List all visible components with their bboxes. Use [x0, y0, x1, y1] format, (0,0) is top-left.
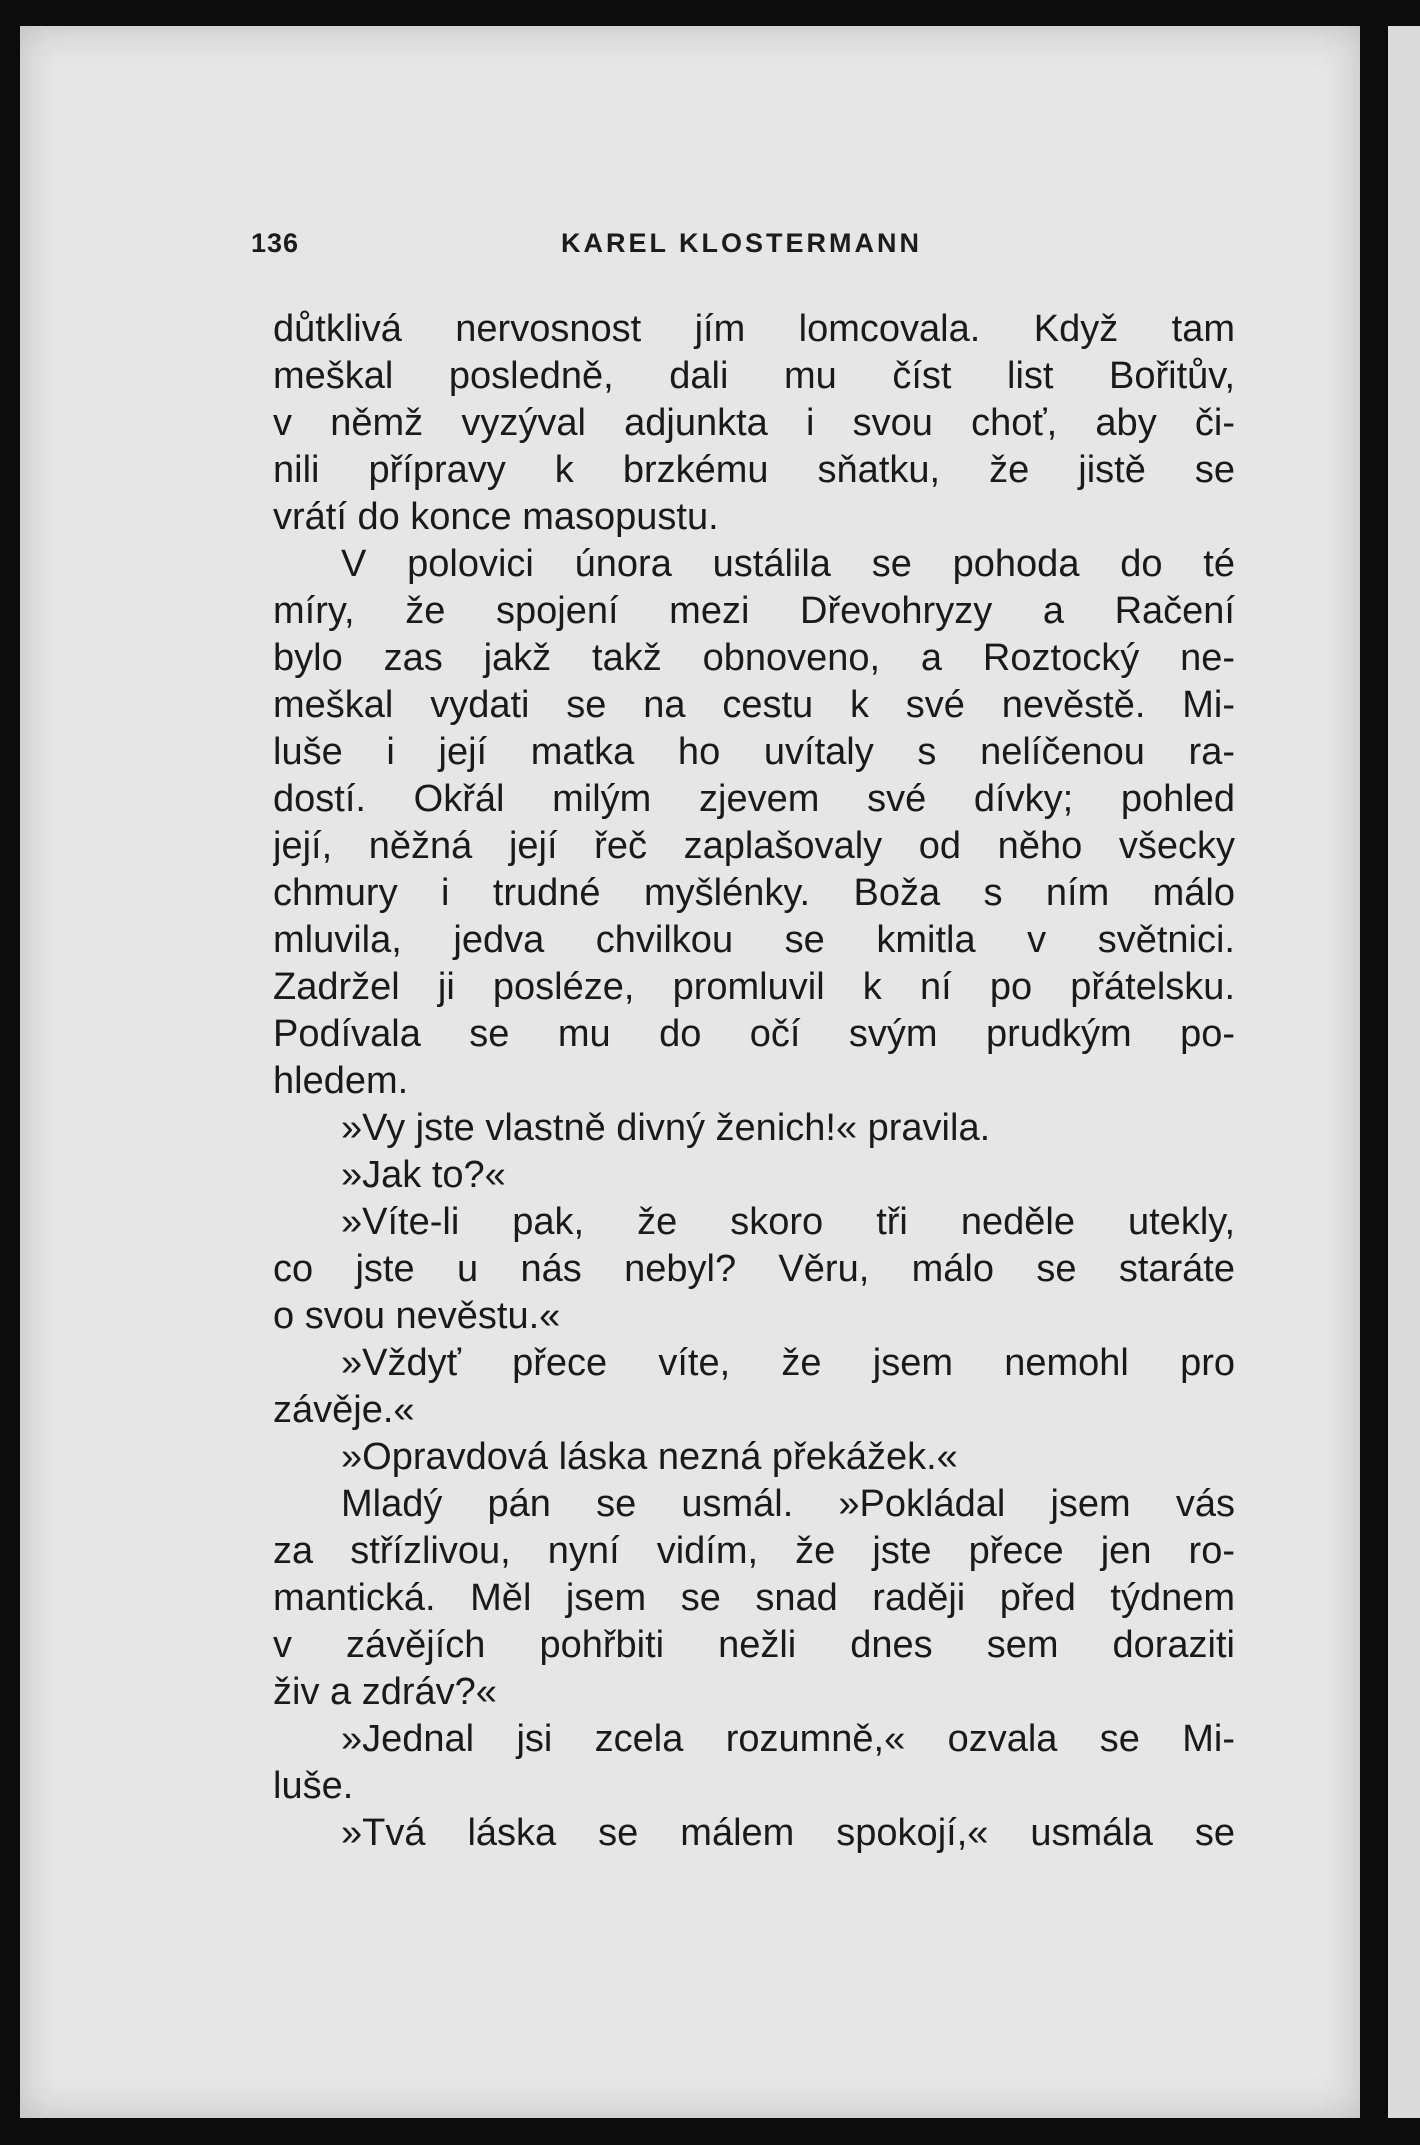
text-line: závěje.« — [273, 1389, 415, 1431]
text-line: meškal vydati se na cestu k své nevěstě. Mi- — [273, 684, 1235, 726]
text-line: živ a zdráv?« — [273, 1671, 497, 1713]
text-line: bylo zas jakž takž obnoveno, a Roztocký ne- — [273, 637, 1235, 679]
text-line: »Vy jste vlastně divný ženich!« pravila. — [341, 1107, 991, 1149]
text-line: »Opravdová láska nezná překážek.« — [341, 1436, 958, 1478]
text-line: V polovici února ustálila se pohoda do té — [341, 543, 1235, 585]
text-line: vrátí do konce masopustu. — [273, 496, 719, 538]
page-number: 136 — [251, 228, 300, 258]
text-line: její, něžná její řeč zaplašovaly od něho všecky — [273, 825, 1235, 867]
facing-page-edge — [1388, 26, 1420, 2118]
text-line: míry, že spojení mezi Dřevohryzy a Račení — [273, 590, 1235, 632]
text-line: nili přípravy k brzkému sňatku, že jistě se — [273, 449, 1235, 491]
text-line: meškal posledně, dali mu číst list Bořitův, — [273, 355, 1235, 397]
text-line: »Vždyť přece víte, že jsem nemohl pro — [341, 1342, 1235, 1384]
text-line: chmury i trudné myšlénky. Boža s ním málo — [273, 872, 1235, 914]
text-line: Mladý pán se usmál. »Pokládal jsem vás — [341, 1483, 1235, 1525]
text-line: »Jednal jsi zcela rozumně,« ozvala se Mi- — [341, 1718, 1235, 1760]
text-line: luše i její matka ho uvítaly s nelíčenou ra- — [273, 731, 1235, 773]
text-line: mantická. Měl jsem se snad raději před týdnem — [273, 1577, 1235, 1619]
text-line: důtklivá nervosnost jím lomcovala. Když tam — [273, 308, 1235, 350]
text-line: za střízlivou, nyní vidím, že jste přece jen ro- — [273, 1530, 1235, 1572]
text-line: Zadržel ji posléze, promluvil k ní po přátelsku. — [273, 966, 1235, 1008]
text-line: v závějích pohřbiti nežli dnes sem doraziti — [273, 1624, 1235, 1666]
text-line: »Víte-li pak, že skoro tři neděle utekly, — [341, 1201, 1235, 1243]
text-line: »Tvá láska se málem spokojí,« usmála se — [341, 1812, 1235, 1854]
page-header — [251, 222, 1236, 262]
text-line: hledem. — [273, 1060, 409, 1102]
text-line: co jste u nás nebyl? Věru, málo se staráte — [273, 1248, 1235, 1290]
text-line: Podívala se mu do očí svým prudkým po- — [273, 1013, 1235, 1055]
text-line: »Jak to?« — [341, 1154, 506, 1196]
text-line: mluvila, jedva chvilkou se kmitla v světnici. — [273, 919, 1235, 961]
text-line: o svou nevěstu.« — [273, 1295, 561, 1337]
text-line: v němž vyzýval adjunkta i svou choť, aby či- — [273, 402, 1235, 444]
text-line: luše. — [273, 1765, 354, 1807]
text-line: dostí. Okřál milým zjevem své dívky; pohled — [273, 778, 1235, 820]
running-head: KAREL KLOSTERMANN — [561, 228, 922, 258]
body-text — [273, 306, 1235, 1857]
